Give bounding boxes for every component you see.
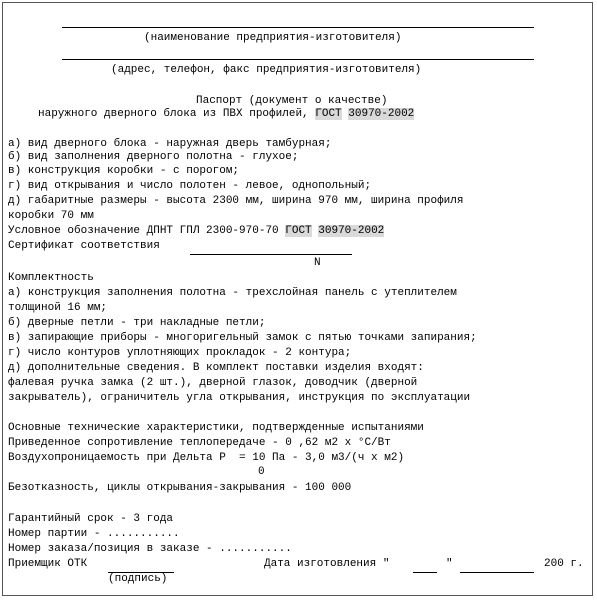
designation-line [8, 225, 384, 238]
spec-item: а) вид дверного блока - наружная дверь тамбурная; [8, 138, 332, 150]
batch-number: Номер партии - ........... [8, 528, 180, 540]
passport-title: Паспорт (документ о качестве) [196, 95, 388, 107]
air-permeability-subscript: 0 [258, 466, 265, 478]
reliability: Безотказность, циклы открывания-закрывания - 100 000 [8, 482, 352, 494]
completeness-item: в) запирающие приборы - многоригельный замок с пятью точками запирания; [8, 332, 477, 344]
thermal-resistance: Приведенное сопротивление теплопередаче - 0 ,62 м2 x °С/Вт [8, 437, 391, 449]
inspector-label: Приемщик ОТК [8, 558, 88, 570]
gost-word: ГОСТ [315, 108, 342, 120]
order-number: Номер заказа/позиция в заказе - ........... [8, 543, 292, 555]
enterprise-name-caption: (наименование предприятия-изготовителя) [144, 32, 402, 44]
date-closing-quote: " [446, 558, 453, 570]
passport-subtitle [38, 108, 414, 121]
completeness-item: д) дополнительные сведения. В комплект поставки изделия входят: [8, 362, 424, 374]
certificate-blank-line [190, 254, 352, 255]
completeness-item: а) конструкция заполнения полотна - трехслойная панель с утеплителем [8, 287, 457, 299]
date-year-suffix: 200 г. [544, 558, 584, 570]
spec-item: в) конструкция коробки - с порогом; [8, 165, 240, 177]
spec-item: б) вид заполнения дверного полотна - глухое; [8, 151, 299, 163]
manufacture-date-label: Дата изготовления " [264, 558, 390, 570]
gost-number: 30970-2002 [348, 108, 415, 120]
completeness-item: закрыватель), ограничитель угла открывания, инструкция по эксплуатации [8, 392, 471, 404]
subtitle-text: наружного дверного блока из ПВХ профилей, [38, 108, 316, 120]
spec-item: коробки 70 мм [8, 210, 94, 222]
enterprise-name-line [62, 27, 534, 28]
date-day-line [413, 572, 437, 573]
designation-text: Условное обозначение ДПНТ ГПЛ 2300-970-70 [8, 225, 286, 237]
spec-item: д) габаритные размеры - высота 2300 мм, ширина 970 мм, ширина профиля [8, 195, 464, 207]
completeness-item: фалевая ручка замка (2 шт.), дверной глазок, доводчик (дверной [8, 377, 418, 389]
spec-item: г) вид открывания и число полотен - левое, однопольный; [8, 180, 372, 192]
completeness-item: г) число контуров уплотняющих прокладок - 2 контура; [8, 347, 352, 359]
air-permeability: Воздухопроницаемость при Дельта Р = 10 Па - 3,0 м3/(ч х м2) [8, 452, 405, 464]
completeness-item: б) дверные петли - три накладные петли; [8, 317, 266, 329]
certificate-number-sign: N [314, 257, 321, 269]
certificate-label: Сертификат соответствия [8, 240, 160, 252]
completeness-heading: Комплектность [8, 272, 94, 284]
enterprise-address-line [62, 59, 534, 60]
characteristics-heading: Основные технические характеристики, подтвержденные испытаниями [8, 422, 424, 434]
completeness-item: толщиной 16 мм; [8, 302, 108, 314]
date-month-line [460, 572, 534, 573]
enterprise-address-caption: (адрес, телефон, факс предприятия-изготовителя) [111, 64, 422, 76]
gost-number: 30970-2002 [318, 225, 385, 237]
signature-caption: (подпись) [108, 573, 168, 585]
gost-word: ГОСТ [285, 225, 312, 237]
warranty-period: Гарантийный срок - 3 года [8, 513, 174, 525]
